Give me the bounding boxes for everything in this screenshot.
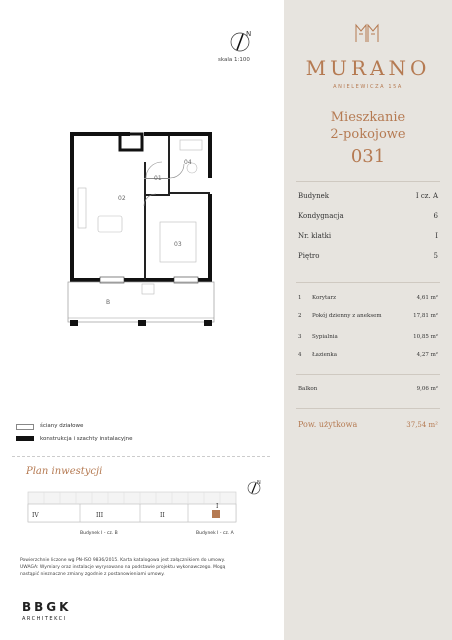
balcony-label: B	[106, 299, 111, 306]
room-number: 1	[298, 295, 302, 301]
footnote-line: Powierzchnie liczone wg PN-ISO 9836/2015. Karta katalogowa jest załącznikiem do umowy.	[20, 558, 226, 563]
floor-plan	[60, 128, 220, 328]
room-number: 3	[298, 334, 302, 340]
detail-label: Piętro	[298, 252, 320, 260]
room-name: Pokój dzienny z aneksem	[312, 313, 382, 319]
section-i-label: I	[216, 503, 219, 510]
investment-title: Plan inwestycji	[26, 466, 103, 477]
section-ii-label: II	[160, 512, 165, 519]
scale-label: skala 1:100	[218, 57, 250, 63]
room-name: Sypialnia	[312, 334, 338, 340]
legend-swatch-structure	[16, 436, 34, 441]
detail-label: Budynek	[298, 192, 329, 200]
section-iii-label: III	[96, 512, 104, 519]
room-02-label: 02	[118, 195, 126, 202]
divider	[12, 456, 270, 457]
apartment-location-marker	[212, 510, 220, 518]
room-name: Łazienka	[312, 352, 338, 358]
brand-name: MURANO	[305, 56, 431, 80]
usable-area-label: Pow. użytkowa	[298, 420, 358, 429]
divider	[296, 408, 440, 409]
apartment-type-line1: Mieszkanie	[330, 110, 406, 125]
footnote	[20, 557, 270, 578]
site-plan	[20, 486, 254, 528]
footnote-line: UWAGA: Wymiary oraz instalacje wyrysowano na podstawie projektu wykonawczego. Mogą	[20, 565, 226, 570]
room-number: 4	[298, 352, 302, 358]
architect-sub: ARCHITEKCI	[22, 616, 67, 622]
room-area: 4,27 m²	[416, 352, 438, 358]
room-01-label: 01	[154, 175, 162, 182]
balcony-area: 9,06 m²	[416, 386, 438, 392]
section-iv-label: IV	[32, 512, 39, 519]
apartment-type-line2: 2-pokojowe	[330, 127, 406, 142]
detail-label: Nr. klatki	[298, 232, 332, 240]
svg-text:N: N	[246, 30, 252, 38]
room-name: Korytarz	[312, 295, 337, 301]
room-04-label: 04	[184, 159, 192, 166]
building-b-label: Budynek I - cz. B	[80, 531, 118, 536]
brand-address: ANIELEWICZA 15A	[333, 84, 403, 90]
legend-structure-label: konstrukcja i szachty instalacyjne	[40, 436, 133, 442]
footnote-line: nastąpić nieznaczne zmiany zgodnie z postanowieniami umowy.	[20, 572, 165, 577]
room-area: 4,61 m²	[416, 295, 438, 301]
building-a-label: Budynek I - cz. A	[196, 531, 234, 536]
detail-value: I cz. A	[415, 192, 438, 200]
room-number: 2	[298, 313, 302, 319]
architect-logo: BBGK	[22, 600, 72, 614]
detail-value: 5	[433, 252, 438, 260]
north-arrow-icon	[228, 28, 256, 56]
detail-label: Kondygnacja	[298, 212, 344, 220]
apartment-number: 031	[350, 146, 386, 167]
divider	[296, 374, 440, 375]
divider	[296, 282, 440, 283]
usable-area-value: 37,54 m²	[406, 421, 438, 429]
divider	[296, 181, 440, 182]
detail-value: 6	[433, 212, 438, 220]
legend-partition-label: ściany działowe	[40, 423, 84, 429]
murano-logo-icon	[354, 22, 380, 44]
detail-value: I	[435, 232, 438, 240]
room-03-label: 03	[174, 241, 182, 248]
room-area: 10,85 m²	[413, 334, 438, 340]
legend-swatch-partition	[16, 424, 34, 430]
balcony-label: Balkon	[298, 386, 318, 392]
room-area: 17,81 m²	[413, 313, 438, 319]
svg-text:N: N	[257, 480, 261, 486]
info-panel	[284, 0, 452, 640]
